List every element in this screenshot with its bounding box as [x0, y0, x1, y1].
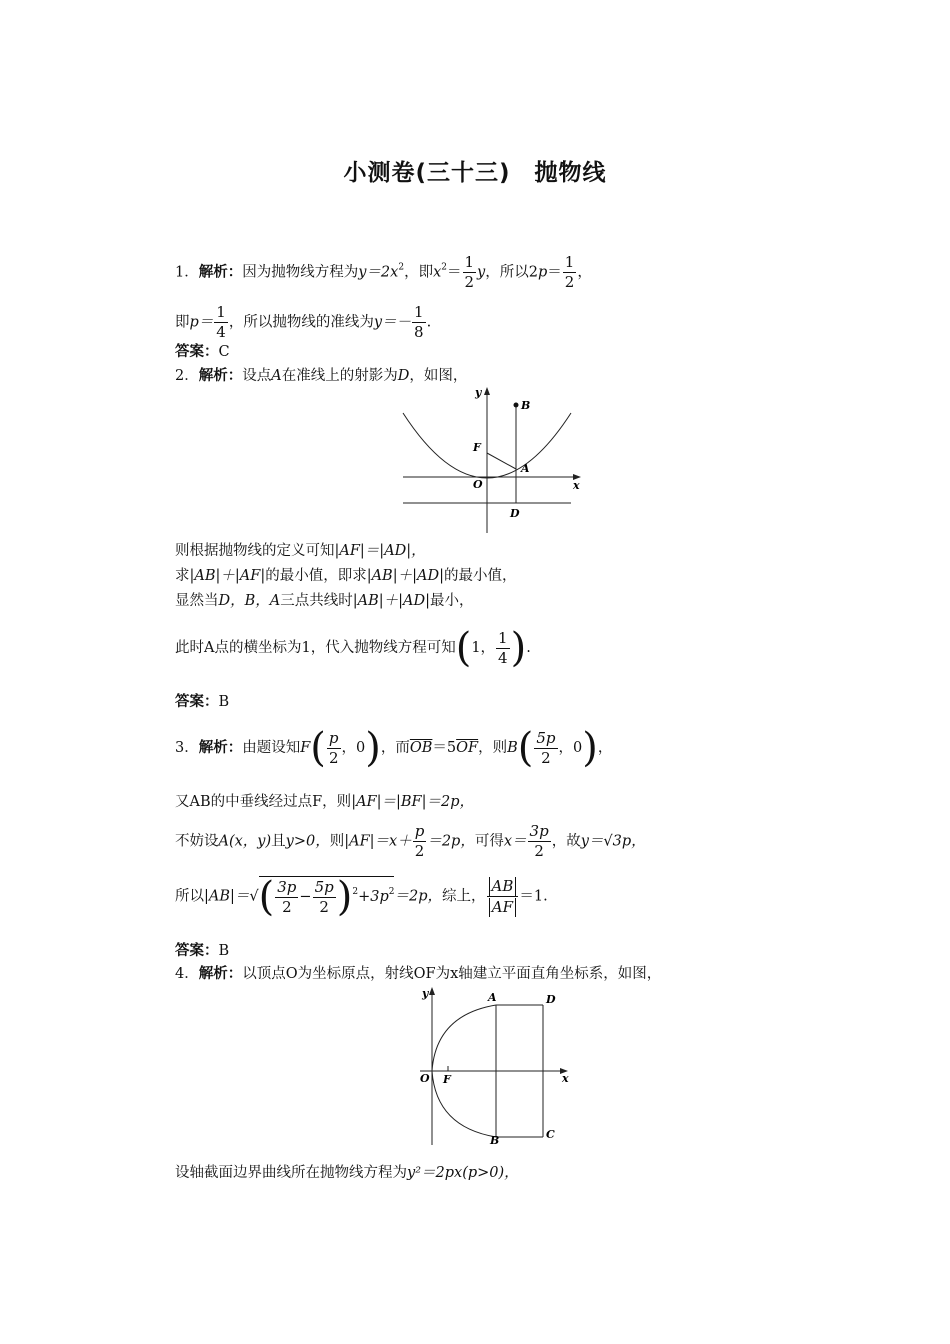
q1-line-1: 1．解析：因为抛物线方程为$y=2x^2$，即$x^2=$ $\frac{1}{2}$ y，所以2p＝ $\frac{1}{2}$ ，	[175, 253, 592, 291]
fraction: $\frac{1}{2}$	[564, 253, 575, 291]
fraction: $\frac{5p}{2}$	[536, 728, 556, 767]
fraction: $\frac{3p}{2}$	[529, 822, 549, 860]
q2-line-3: 显然当D，B，A三点共线时|AB|＋|AD|最小，	[175, 593, 474, 609]
fig-label: F	[443, 1073, 451, 1086]
fig-label: C	[546, 1128, 555, 1141]
page-title: 小测卷(三十三) 抛物线	[343, 160, 607, 186]
fig-label: y	[422, 987, 429, 1000]
fig-label: D	[546, 993, 556, 1006]
fraction: $\frac{AB}{AF}$	[487, 877, 519, 917]
fig-label: D	[510, 507, 520, 520]
fraction: $\frac{p}{2}$	[414, 822, 425, 860]
fig-label: x	[573, 479, 580, 492]
q3-answer: 答案：B	[175, 943, 230, 959]
q2-line-intro: 2．解析：设点A在准线上的射影为D，如图，	[175, 368, 468, 384]
fig-label: A	[488, 991, 497, 1004]
fraction: $\frac{3p}{2}$	[277, 877, 297, 916]
q2-line-2: 求|AB|＋|AF|的最小值，即求|AB|＋|AD|的最小值，	[175, 568, 517, 584]
fig-label: F	[473, 441, 481, 454]
q3-line-1: 3．解析：由题设知F( $\frac{p}{2}$ ，0)，而$\overline{OB}=5\overline{OF}$，则B( $\frac{5p}{2}$ ，0)，	[175, 725, 613, 771]
fig-label: x	[562, 1072, 569, 1085]
q3-line-4: 所以|AB|＝√( $\frac{3p}{2}$ − $\frac{5p}{2}$ )$^2+3p^2=2p$，综上， $\frac{AB}{AF}$ ＝1.	[175, 874, 548, 920]
q4-figure	[412, 985, 582, 1147]
fig-label: y	[475, 386, 482, 399]
fraction: $\frac{1}{8}$	[414, 303, 424, 341]
fig-label: B	[490, 1134, 500, 1147]
q2-line-1: 则根据抛物线的定义可知|AF|＝|AD|，	[175, 543, 426, 559]
q1-line-2: 即p＝ $\frac{1}{4}$ ，所以抛物线的准线为y＝－ $\frac{1}{8}$ .	[175, 303, 432, 341]
fig-label: A	[521, 462, 530, 475]
q4-line-last: 设轴截面边界曲线所在抛物线方程为y²＝2px(p>0)，	[175, 1165, 519, 1181]
fig-label: O	[473, 478, 483, 491]
q2-answer: 答案：B	[175, 694, 230, 710]
q1-answer: 答案：C	[175, 344, 230, 360]
q2-line-4: 此时A点的横坐标为1，代入抛物线方程可知(1， $\frac{1}{4}$ ).	[175, 625, 531, 671]
q4-line-intro: 4．解析：以顶点O为坐标原点，射线OF为x轴建立平面直角坐标系，如图，	[175, 966, 662, 982]
fraction: $\frac{1}{4}$	[498, 628, 508, 667]
fraction: $\frac{p}{2}$	[328, 728, 339, 767]
q3-line-2: 又AB的中垂线经过点F，则|AF|＝|BF|＝2p，	[175, 794, 474, 810]
q2-figure	[395, 383, 585, 535]
q3-line-3: 不妨设A(x，y)且y>0，则|AF|＝x＋ $\frac{p}{2}$ ＝2p，可得x＝ $\frac{3p}{2}$ ，故y＝√3p，	[175, 822, 646, 860]
fig-label: O	[420, 1072, 430, 1085]
fig-label: B	[521, 399, 531, 412]
fraction: $\frac{1}{4}$	[216, 303, 226, 341]
fraction: $\frac{5p}{2}$	[314, 877, 334, 916]
fraction: $\frac{1}{2}$	[464, 253, 475, 291]
